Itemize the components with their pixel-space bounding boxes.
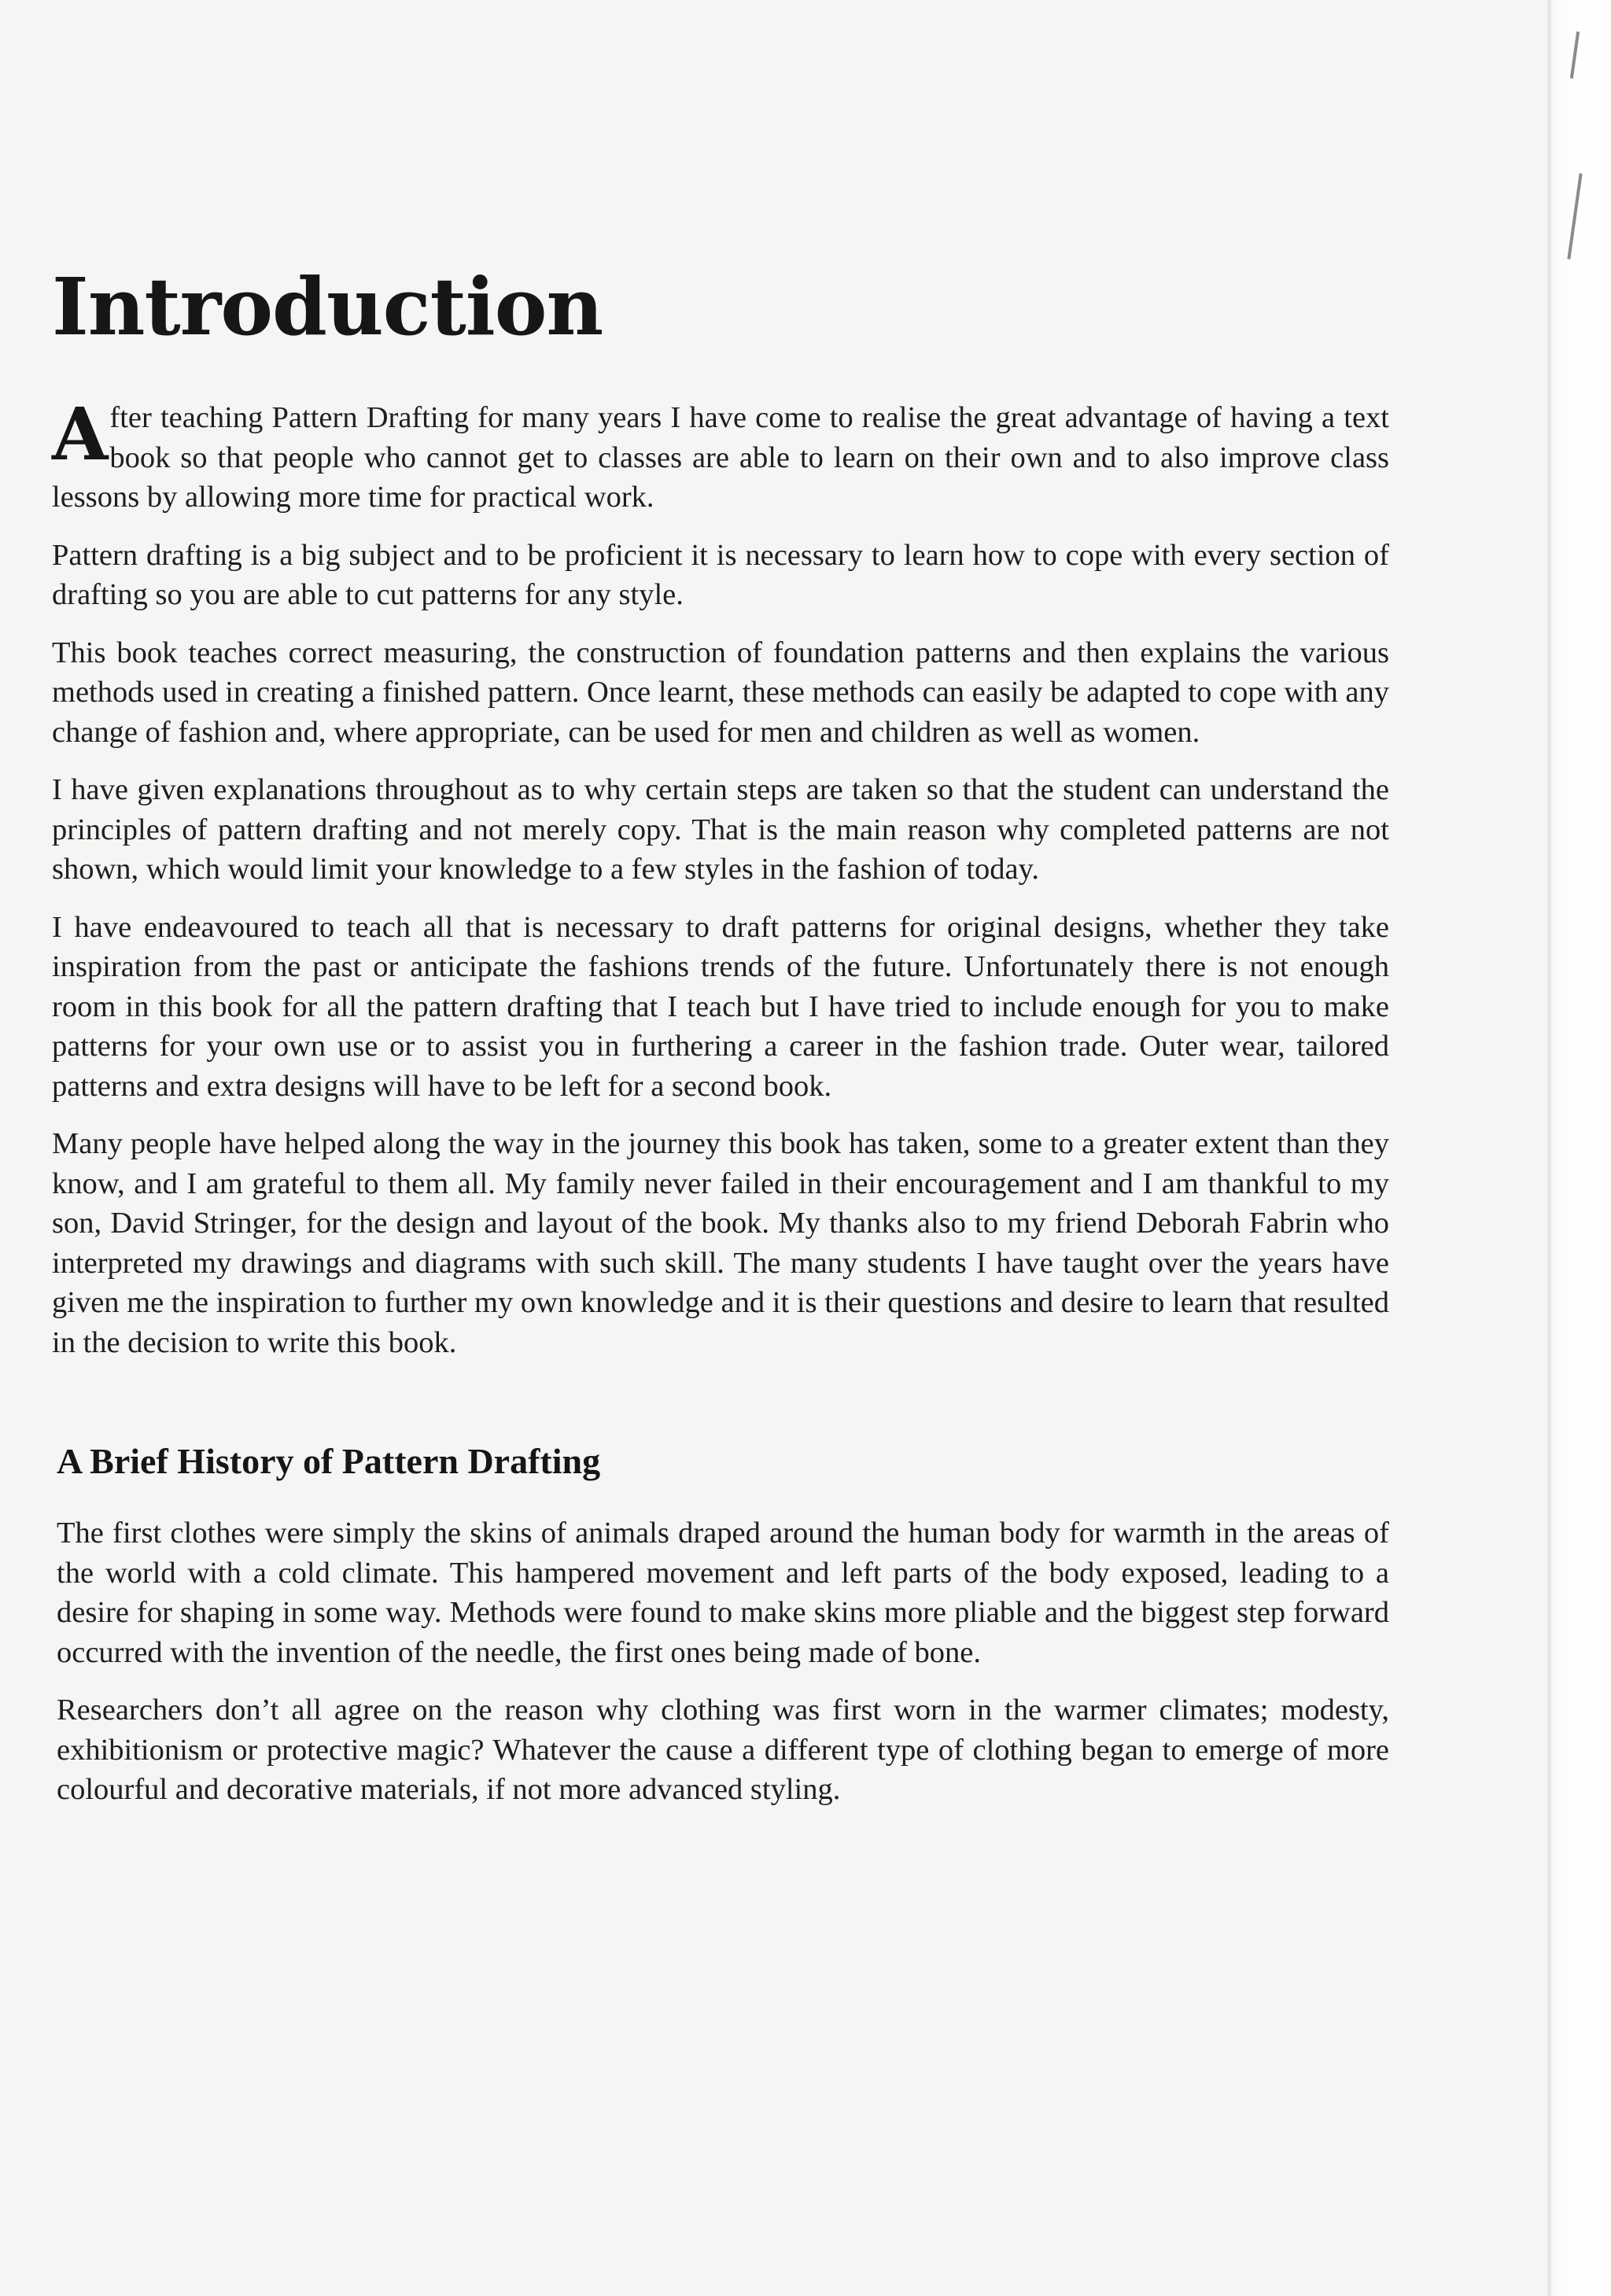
section-heading: A Brief History of Pattern Drafting [57, 1441, 601, 1481]
intro-paragraph-6: Many people have helped along the way in the journey this book has taken, some to a greater extent than they know, and I am grateful to them all. My family never failed in their encouragement and I am thankful to my son, David Stringer, for the design and layout of the book. My thanks also to my friend Deborah Fabrin who interpreted my drawings and diagrams with such skill. The many students I have taught over the years have given me the inspiration to further my own knowledge and it is their questions and desire to learn that resulted in the decision to write this book. [52, 1127, 1389, 1359]
intro-paragraph-1 [52, 392, 1389, 518]
history-section [52, 1438, 1389, 1810]
intro-paragraph-1-text: fter teaching Pattern Drafting for many years I have come to realise the great advantage of having a text book so that people who cannot get to classes are able to learn on their own and to also improve class lessons by allowing more time for practical work. [52, 401, 1389, 514]
page-title: Introduction [52, 260, 603, 353]
history-paragraph-1: The first clothes were simply the skins of animals draped around the human body for warmth in the areas of the world with a cold climate. This hampered movement and left parts of the body exposed, leading to a desire for shaping in some way. Methods were found to make skins more pliable and the biggest step forward occurred with the invention of the needle, the first ones being made of bone. [57, 1517, 1389, 1669]
intro-paragraph-3: This book teaches correct measuring, the construction of foundation patterns and then explains the various methods used in creating a finished pattern. Once learnt, these methods can easily be adapted to cope with any change of fashion and, where appropriate, can be used for men and children as well as women. [52, 636, 1389, 749]
intro-paragraph-2: Pattern drafting is a big subject and to be proficient it is necessary to learn how to cope with every section of drafting so you are able to cut patterns for any style. [52, 538, 1389, 611]
intro-paragraph-5: I have endeavoured to teach all that is necessary to draft patterns for original designs, whether they take inspiration from the past or anticipate the fashions trends of the future. Unfortunately there is not enough room in this book for all the pattern drafting that I teach but I have tried to include enough for you to make patterns for your own use or to assist you in furthering a career in the fashion trade. Outer wear, tailored patterns and extra designs will have to be left for a second book. [52, 910, 1389, 1103]
page-content [52, 260, 1389, 1828]
intro-paragraph-4: I have given explanations throughout as to why certain steps are taken so that the student can understand the principles of pattern drafting and not merely copy. That is the main reason why completed patterns are not shown, which would limit your knowledge to a few styles in the fashion of today. [52, 773, 1389, 886]
page-edge [1548, 0, 1611, 2296]
history-paragraph-2: Researchers don’t all agree on the reason why clothing was first worn in the warmer climates; modesty, exhibitionism or protective magic? Whatever the cause a different type of clothing began to emerge of more colourful and decorative materials, if not more advanced styling. [57, 1693, 1389, 1806]
drop-cap: A [52, 392, 109, 477]
